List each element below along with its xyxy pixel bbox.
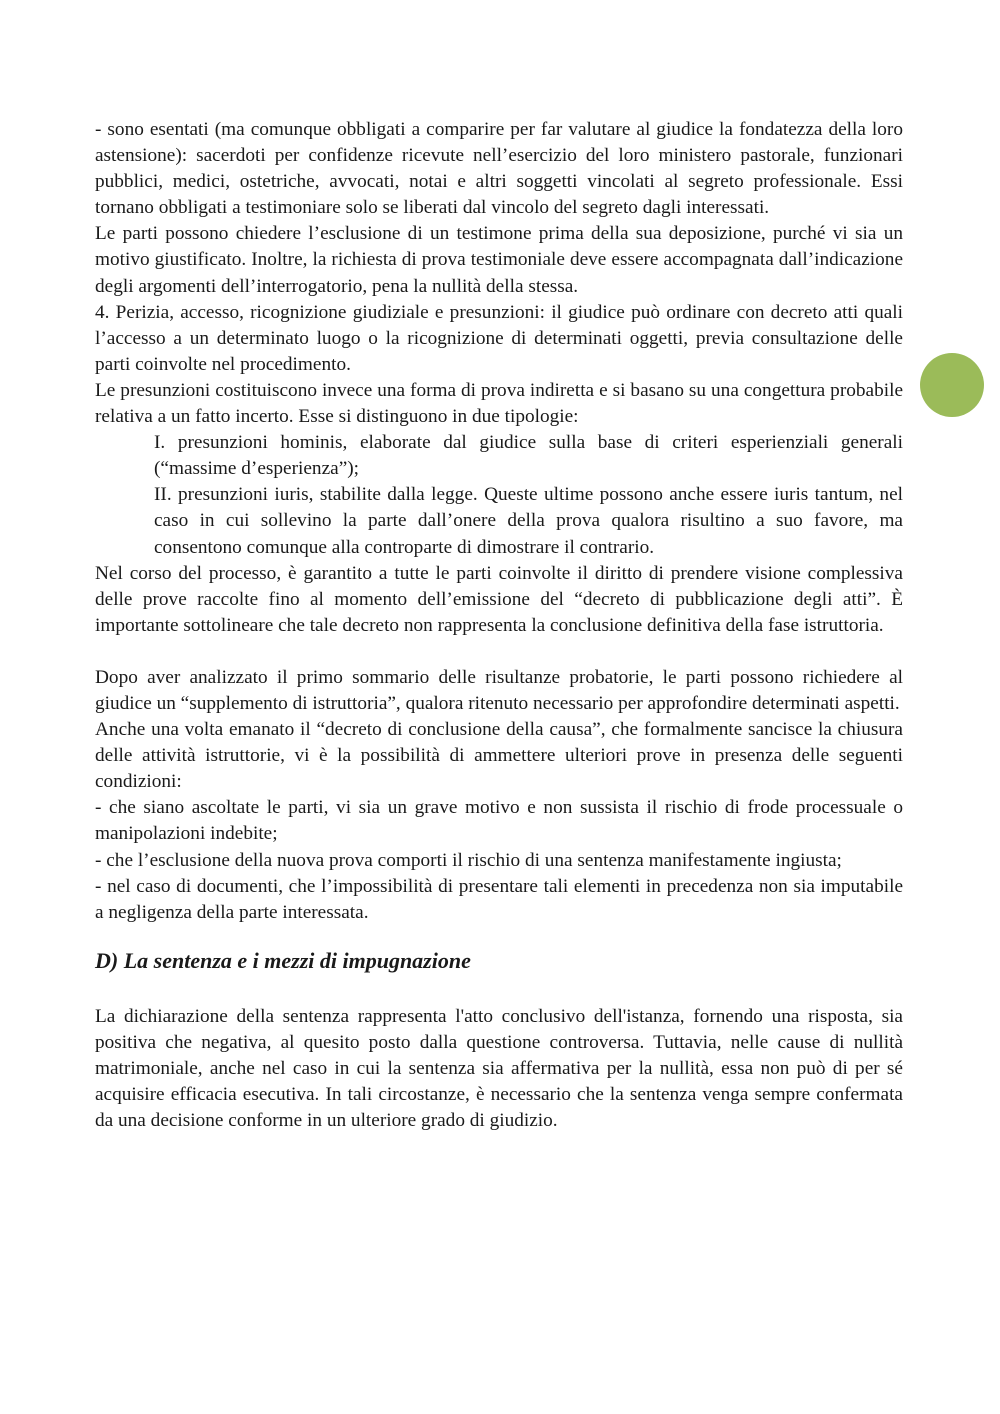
- paragraph-publication-decree: Nel corso del processo, è garantito a tutte le parti coinvolte il diritto di prendere visione complessiva delle prove raccolte fino al momento dell’emissione del “decreto di pubblicazione degli atti”. È importante sottolineare che tale decreto non rappresenta la conclusione definitiva della fase istruttoria.: [95, 562, 903, 636]
- document-page: [95, 117, 903, 1134]
- paragraph-supplement: Dopo aver analizzato il primo sommario delle risultanze probatorie, le parti possono richiedere al giudice un “supplemento di istruttoria”, qualora ritenuto necessario per approfondire determinati aspetti.: [95, 666, 903, 714]
- list-item-presumption-hominis: I. presunzioni hominis, elaborate dal giudice sulla base di criteri esperienziali generali (“massime d’esperienza”);: [154, 432, 903, 480]
- paragraph-presumptions: Le presunzioni costituiscono invece una forma di prova indiretta e si basano su una congettura probabile relativa a un fatto incerto. Esse si distinguono in due tipologie:: [95, 379, 903, 428]
- paragraph-conclusion-decree: Anche una volta emanato il “decreto di conclusione della causa”, che formalmente sancisce la chiusura delle attività istruttorie, vi è la possibilità di ammettere ulteriori prove in presenza delle seguenti condizioni:: [95, 719, 903, 793]
- paragraph-witness-exclusion: Le parti possono chiedere l’esclusione di un testimone prima della sua deposizione, purché vi sia un motivo giustificato. Inoltre, la richiesta di prova testimoniale deve essere accompagnata dall’indicazione degli argomenti dell’interrogatorio, pena la nullità della stessa.: [95, 223, 903, 297]
- list-item-condition-1: - che siano ascoltate le parti, vi sia un grave motivo e non sussista il rischio di frode processuale o manipolazioni indebite;: [95, 797, 903, 845]
- section-heading: D) La sentenza e i mezzi di impugnazione: [95, 947, 471, 973]
- list-item-presumption-iuris: II. presunzioni iuris, stabilite dalla legge. Queste ultime possono anche essere iuris tantum, nel caso in cui sollevino la parte dall’onere della prova qualora risultino a suo favore, ma consentono comunque alla controparte di dimostrare il contrario.: [154, 484, 903, 558]
- paragraph-gap: [95, 639, 903, 665]
- paragraph-sentence: La dichiarazione della sentenza rappresenta l'atto conclusivo dell'istanza, fornendo una risposta, sia positiva che negativa, al quesito posto dalla questione controversa. Tuttavia, nelle cause di nullità matrimoniale, anche nel caso in cui la sentenza sia affermativa per la nullità, essa non può di per sé acquisire efficacia esecutiva. In tali circostanze, è necessario che la sentenza venga sempre confermata da una decisione conforme in un ulteriore grado di giudizio.: [95, 1005, 903, 1132]
- paragraph-expert-survey: 4. Perizia, accesso, ricognizione giudiziale e presunzioni: il giudice può ordinare con decreto atti quali l’accesso a un determinato luogo o la ricognizione di determinati oggetti, previa consultazione delle parti coinvolte nel procedimento.: [95, 301, 903, 375]
- green-circle-marker: [920, 353, 984, 417]
- list-item-condition-2: - che l’esclusione della nuova prova comporti il rischio di una sentenza manifestamente ingiusta;: [95, 849, 842, 871]
- paragraph-exempted-witnesses: - sono esentati (ma comunque obbligati a comparire per far valutare al giudice la fondatezza della loro astensione): sacerdoti per confidenze ricevute nell’esercizio del loro ministero pastorale, funzionari pubblici, medici, ostetriche, avvocati, notai e altri soggetti vincolati al segreto professionale. Essi tornano obbligati a testimoniare solo se liberati dal vincolo del segreto dagli interessati.: [95, 119, 903, 219]
- list-item-condition-3: - nel caso di documenti, che l’impossibilità di presentare tali elementi in precedenza non sia imputabile a negligenza della parte interessata.: [95, 875, 903, 923]
